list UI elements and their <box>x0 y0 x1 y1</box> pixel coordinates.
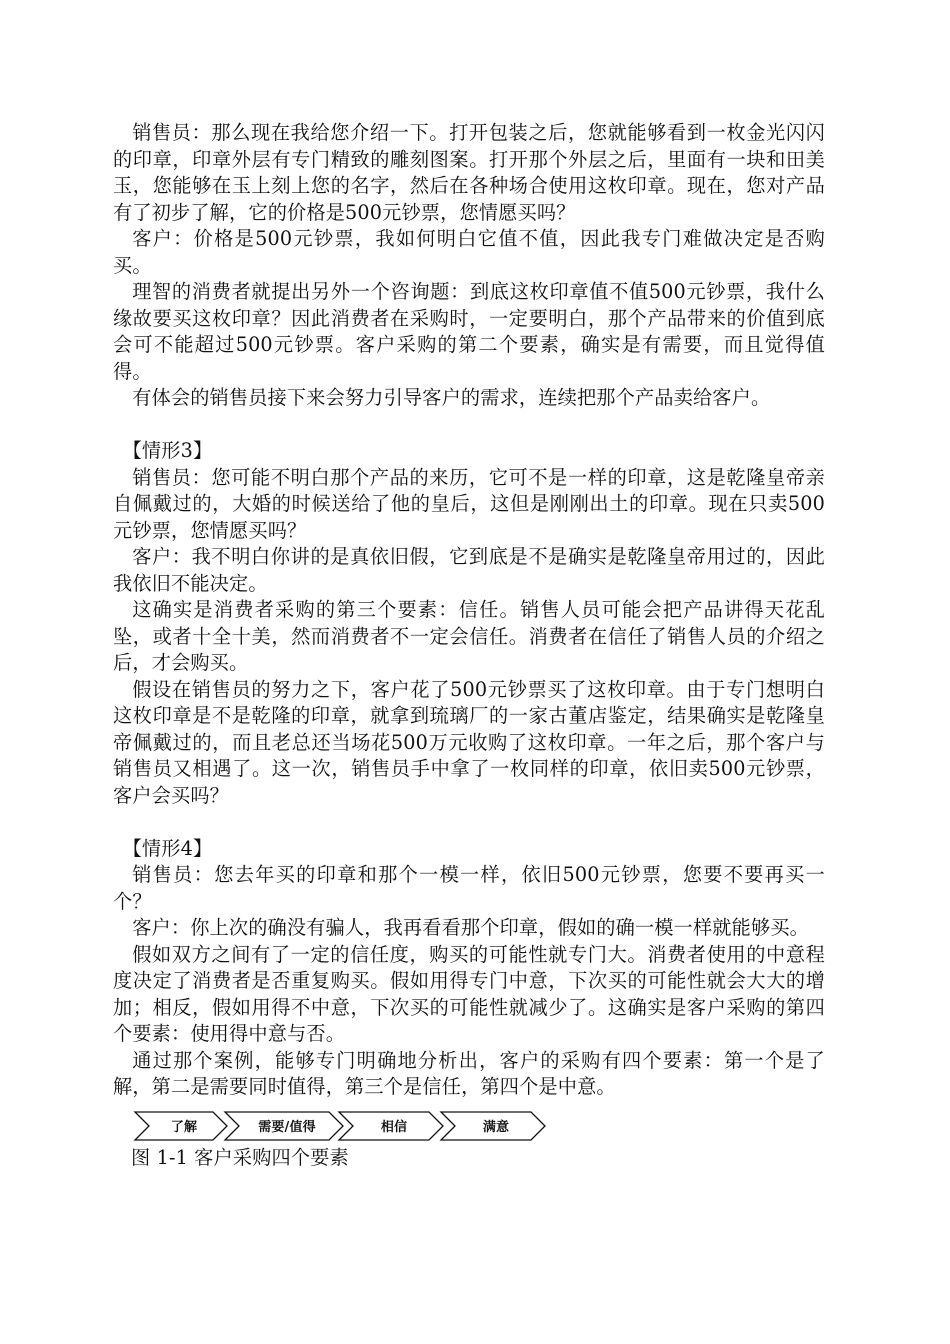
paragraph: 销售员：您去年买的印章和那个一模一样，依旧500元钞票，您要不要再买一个？ <box>113 863 825 913</box>
paragraph: 销售员：那么现在我给您介绍一下。打开包装之后，您就能够看到一枚金光闪闪的印章，印章外层有专门精致的雕刻图案。打开那个外层之后，里面有一块和田美玉，您能够在玉上刻上您的名字，然后在各种场合使用这枚印章。现在，您对产品有了初步了解，它的价格是500元钞票，您情愿买吗？ <box>113 121 825 224</box>
paragraph: 客户：价格是500元钞票，我如何明白它值不值，因此我专门难做决定是否购买。 <box>113 227 825 277</box>
blank-line <box>113 412 825 439</box>
document-page <box>113 120 825 1171</box>
process-flow-svg <box>133 1111 553 1141</box>
section-heading-case-3: 【情形3】 <box>122 439 213 462</box>
flow-step-label: 满意 <box>482 1119 510 1135</box>
flow-step-label: 了解 <box>170 1119 198 1135</box>
paragraph: 假如双方之间有了一定的信任度，购买的可能性就专门大。消费者使用的中意程度决定了消费者是否重复购买。假如用得专门中意，下次买的可能性就会大大的增加；相反，假如用得不中意，下次买的可能性就减少了。这确实是客户采购的第四个要素：使用得中意与否。 <box>113 942 825 1045</box>
paragraph: 假设在销售员的努力之下，客户花了500元钞票买了这枚印章。由于专门想明白这枚印章是不是乾隆的印章，就拿到琉璃厂的一家古董店鉴定，结果确实是乾隆皇帝佩戴过的，而且老总还当场花500万元收购了这枚印章。一年之后，那个客户与销售员又相遇了。这一次，销售员手中拿了一枚同样的印章，依旧卖500元钞票，客户会买吗？ <box>113 677 825 807</box>
paragraph: 有体会的销售员接下来会努力引导客户的需求，连续把那个产品卖给客户。 <box>132 386 771 409</box>
paragraph: 客户：你上次的确没有骗人，我再看看那个印章，假如的确一模一样就能够买。 <box>132 916 809 939</box>
section-heading-case-4: 【情形4】 <box>122 836 213 860</box>
paragraph: 销售员：您可能不明白那个产品的来历，它可不是一样的印章，这是乾隆皇帝亲自佩戴过的，大婚的时候送给了他的皇后，这但是刚刚出土的印章。现在只卖500元钞票，您情愿买吗？ <box>113 465 825 542</box>
blank-line <box>113 809 825 836</box>
flow-step-label: 相信 <box>380 1119 408 1135</box>
process-flow-diagram <box>133 1111 553 1141</box>
flow-step-label: 需要/值得 <box>258 1119 316 1135</box>
paragraph: 通过那个案例，能够专门明确地分析出，客户的采购有四个要素：第一个是了解，第二是需要同时值得，第三个是信任，第四个是中意。 <box>113 1048 825 1098</box>
paragraph: 这确实是消费者采购的第三个要素：信任。销售人员可能会把产品讲得天花乱坠，或者十全十美，然而消费者不一定会信任。消费者在信任了销售人员的介绍之后，才会购买。 <box>113 598 825 674</box>
figure-caption: 图 1-1 客户采购四个要素 <box>131 1145 349 1169</box>
paragraph: 客户：我不明白你讲的是真依旧假，它到底是不是确实是乾隆皇帝用过的，因此我依旧不能决定。 <box>113 545 825 595</box>
paragraph: 理智的消费者就提出另外一个咨询题：到底这枚印章值不值500元钞票，我什么缘故要买这枚印章？因此消费者在采购时，一定要明白，那个产品带来的价值到底会可不能超过500元钞票。客户采购的第二个要素，确实是有需要，而且觉得值得。 <box>113 280 825 383</box>
